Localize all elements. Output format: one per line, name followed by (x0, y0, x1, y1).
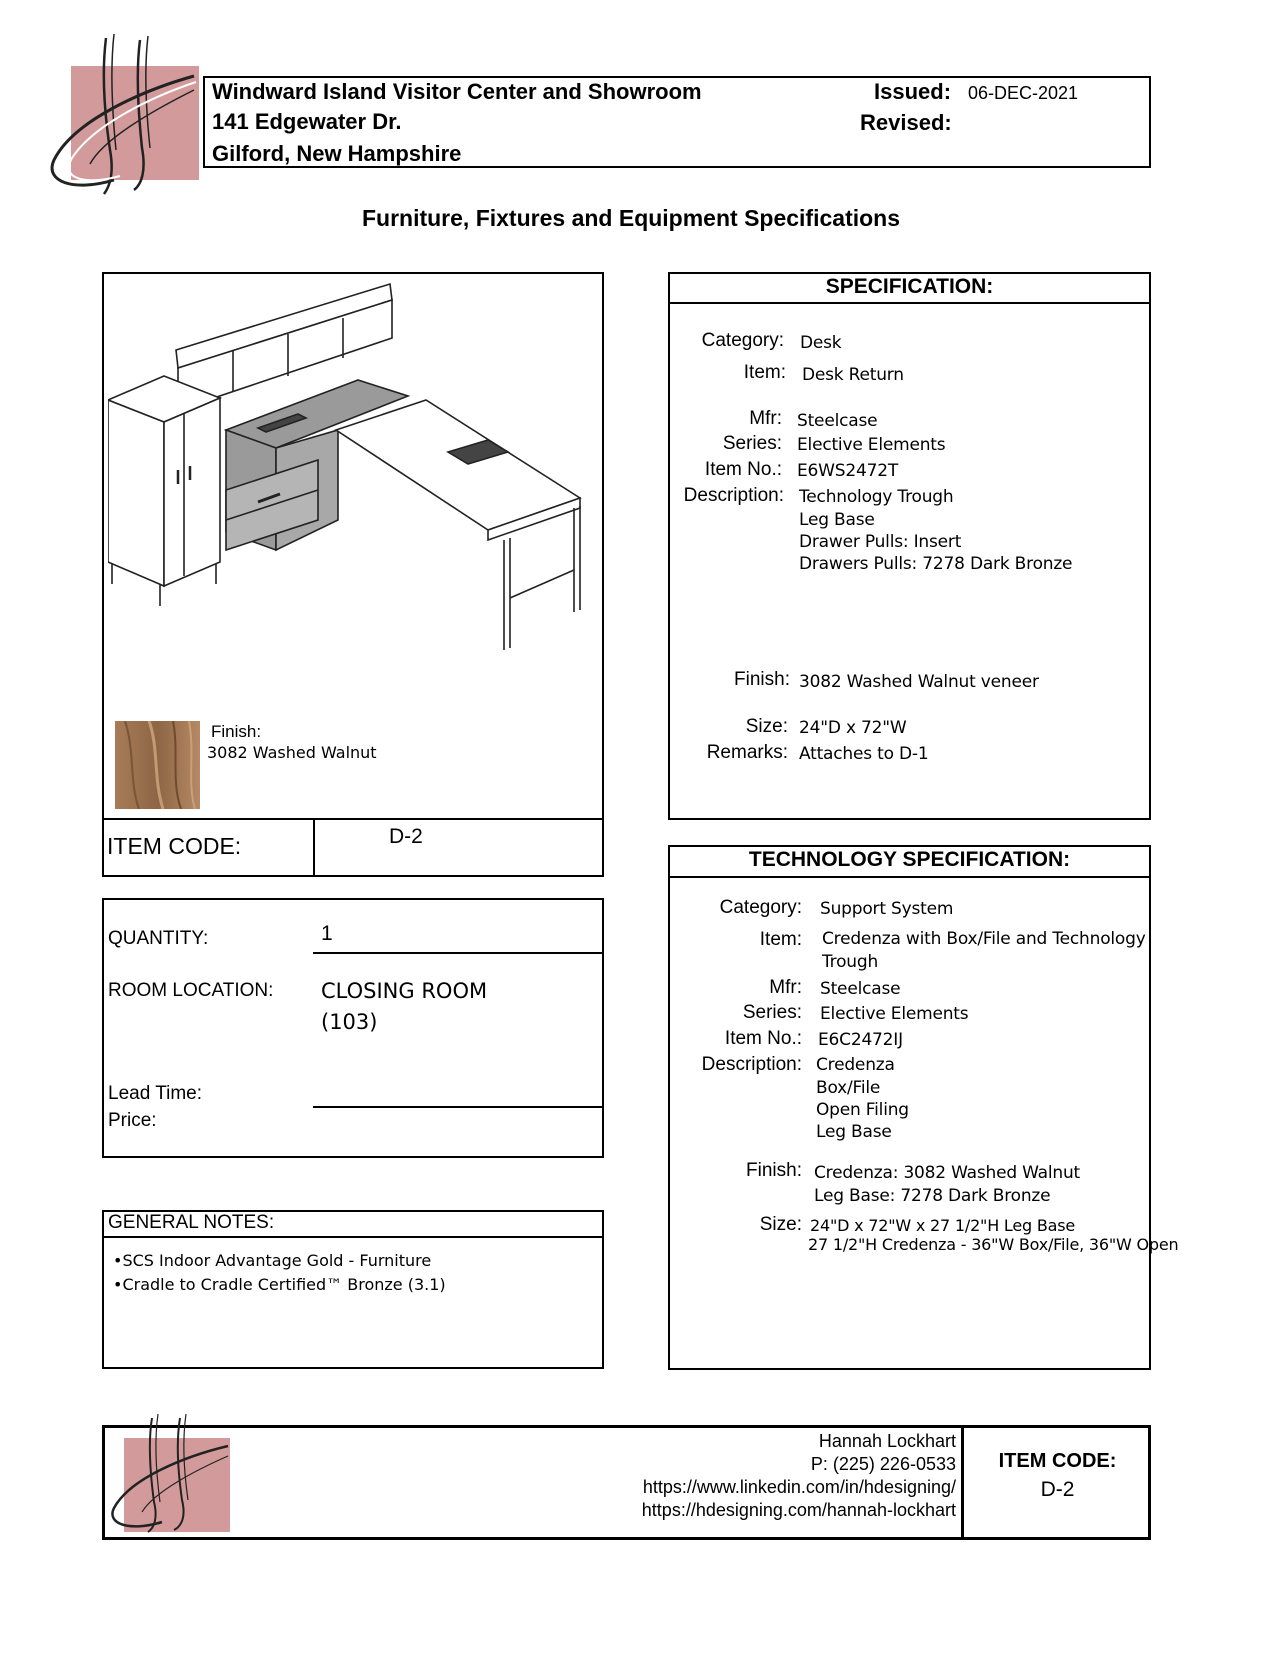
tech-item-value-line2: Trough (822, 952, 879, 972)
tech-description-line: Box/File (816, 1078, 881, 1098)
spec-description-line: Technology Trough (799, 487, 954, 507)
spec-description-line: Leg Base (799, 510, 875, 530)
finish-swatch (115, 721, 200, 809)
issued-date: 06-DEC-2021 (968, 83, 1079, 103)
address-line2: Gilford, New Hampshire (212, 141, 462, 166)
tech-series-value: Elective Elements (820, 1004, 969, 1024)
spec-series-value: Elective Elements (797, 435, 946, 455)
tech-finish-line: Leg Base: 7278 Dark Bronze (814, 1186, 1051, 1206)
lead-time-underline (313, 1106, 604, 1108)
spec-description-line: Drawer Pulls: Insert (799, 532, 962, 552)
spec-item-no-label: Item No.: (704, 459, 782, 480)
lead-time-label: Lead Time: (108, 1083, 202, 1104)
spec-item-no-value: E6WS2472T (797, 461, 899, 481)
tech-finish-label: Finish: (746, 1160, 802, 1181)
specification-divider (668, 302, 1151, 304)
tech-category-label: Category: (719, 897, 802, 918)
tech-size-line: 24"D x 72"W x 27 1/2"H Leg Base (810, 1216, 1076, 1235)
tech-category-value: Support System (820, 899, 954, 919)
spec-finish-label: Finish: (734, 669, 790, 690)
header-logo (44, 30, 204, 200)
general-notes-divider (102, 1236, 604, 1238)
footer-logo (106, 1412, 236, 1536)
tech-mfr-value: Steelcase (820, 979, 901, 999)
revised-label: Revised: (860, 110, 952, 135)
technology-specification-divider (668, 876, 1151, 878)
quantity-underline (313, 952, 604, 954)
issued-label: Issued: (874, 79, 952, 104)
tech-size-label: Size: (759, 1214, 802, 1235)
spec-mfr-label: Mfr: (749, 408, 782, 429)
tech-size-line: 27 1/2"H Credenza - 36"W Box/File, 36"W Open (808, 1235, 1179, 1254)
technology-specification-box (668, 845, 1151, 1370)
linkedin-link[interactable]: https://www.linkedin.com/in/hdesigning/ (642, 1477, 956, 1497)
spec-item-value: Desk Return (802, 365, 904, 385)
spec-item-label: Item: (743, 362, 786, 383)
tech-description-line: Credenza (816, 1055, 895, 1075)
tech-series-label: Series: (742, 1002, 802, 1023)
technology-specification-title: TECHNOLOGY SPECIFICATION: (748, 848, 1071, 871)
specification-title: SPECIFICATION: (825, 275, 994, 298)
spec-category-label: Category: (701, 330, 784, 351)
item-code-label: ITEM CODE: (107, 833, 242, 859)
spec-description-line: Drawers Pulls: 7278 Dark Bronze (799, 554, 1073, 574)
item-code-divider (313, 818, 315, 877)
designer-name: Hannah Lockhart (818, 1431, 956, 1451)
spec-description-label: Description: (683, 485, 784, 506)
tech-item-label: Item: (759, 929, 802, 950)
spec-size-label: Size: (745, 716, 788, 737)
footer-item-code-label: ITEM CODE: (998, 1450, 1117, 1472)
designer-phone: P: (225) 226-0533 (810, 1454, 956, 1474)
quantity-label: QUANTITY: (108, 928, 209, 949)
tech-finish-line: Credenza: 3082 Washed Walnut (814, 1163, 1081, 1183)
room-location-value-line2: (103) (321, 1010, 378, 1034)
general-note-item: •Cradle to Cradle Certified™ Bronze (3.1) (113, 1275, 446, 1294)
spec-series-label: Series: (722, 433, 782, 454)
quantity-value: 1 (321, 922, 333, 945)
spec-category-value: Desk (800, 333, 842, 353)
finish-label: Finish: (211, 722, 262, 741)
price-label: Price: (108, 1110, 157, 1131)
room-location-label: ROOM LOCATION: (108, 980, 274, 1001)
desk-illustration (108, 280, 598, 660)
room-location-value-line1: CLOSING ROOM (321, 979, 488, 1003)
general-note-item: •SCS Indoor Advantage Gold - Furniture (113, 1251, 432, 1270)
address-line1: 141 Edgewater Dr. (212, 109, 402, 134)
tech-description-label: Description: (701, 1054, 802, 1075)
spec-mfr-value: Steelcase (797, 411, 878, 431)
tech-description-line: Open Filing (816, 1100, 909, 1120)
spec-size-value: 24"D x 72"W (799, 718, 907, 738)
website-link[interactable]: https://hdesigning.com/hannah-lockhart (641, 1500, 956, 1520)
tech-item-no-label: Item No.: (724, 1028, 802, 1049)
tech-item-value-line1: Credenza with Box/File and Technology (822, 929, 1146, 949)
footer-item-code-value: D-2 (1040, 1478, 1075, 1501)
item-code-value: D-2 (389, 825, 423, 848)
tech-description-line: Leg Base (816, 1122, 892, 1142)
spec-remarks-value: Attaches to D-1 (799, 744, 929, 764)
page-title: Furniture, Fixtures and Equipment Specifications (361, 205, 901, 231)
tech-mfr-label: Mfr: (769, 977, 802, 998)
spec-remarks-label: Remarks: (706, 742, 788, 763)
finish-value: 3082 Washed Walnut (207, 743, 377, 762)
spec-finish-value: 3082 Washed Walnut veneer (799, 672, 1039, 692)
tech-item-no-value: E6C2472IJ (818, 1030, 903, 1050)
general-notes-title: GENERAL NOTES: (108, 1212, 275, 1233)
project-name: Windward Island Visitor Center and Showroom (212, 79, 702, 104)
